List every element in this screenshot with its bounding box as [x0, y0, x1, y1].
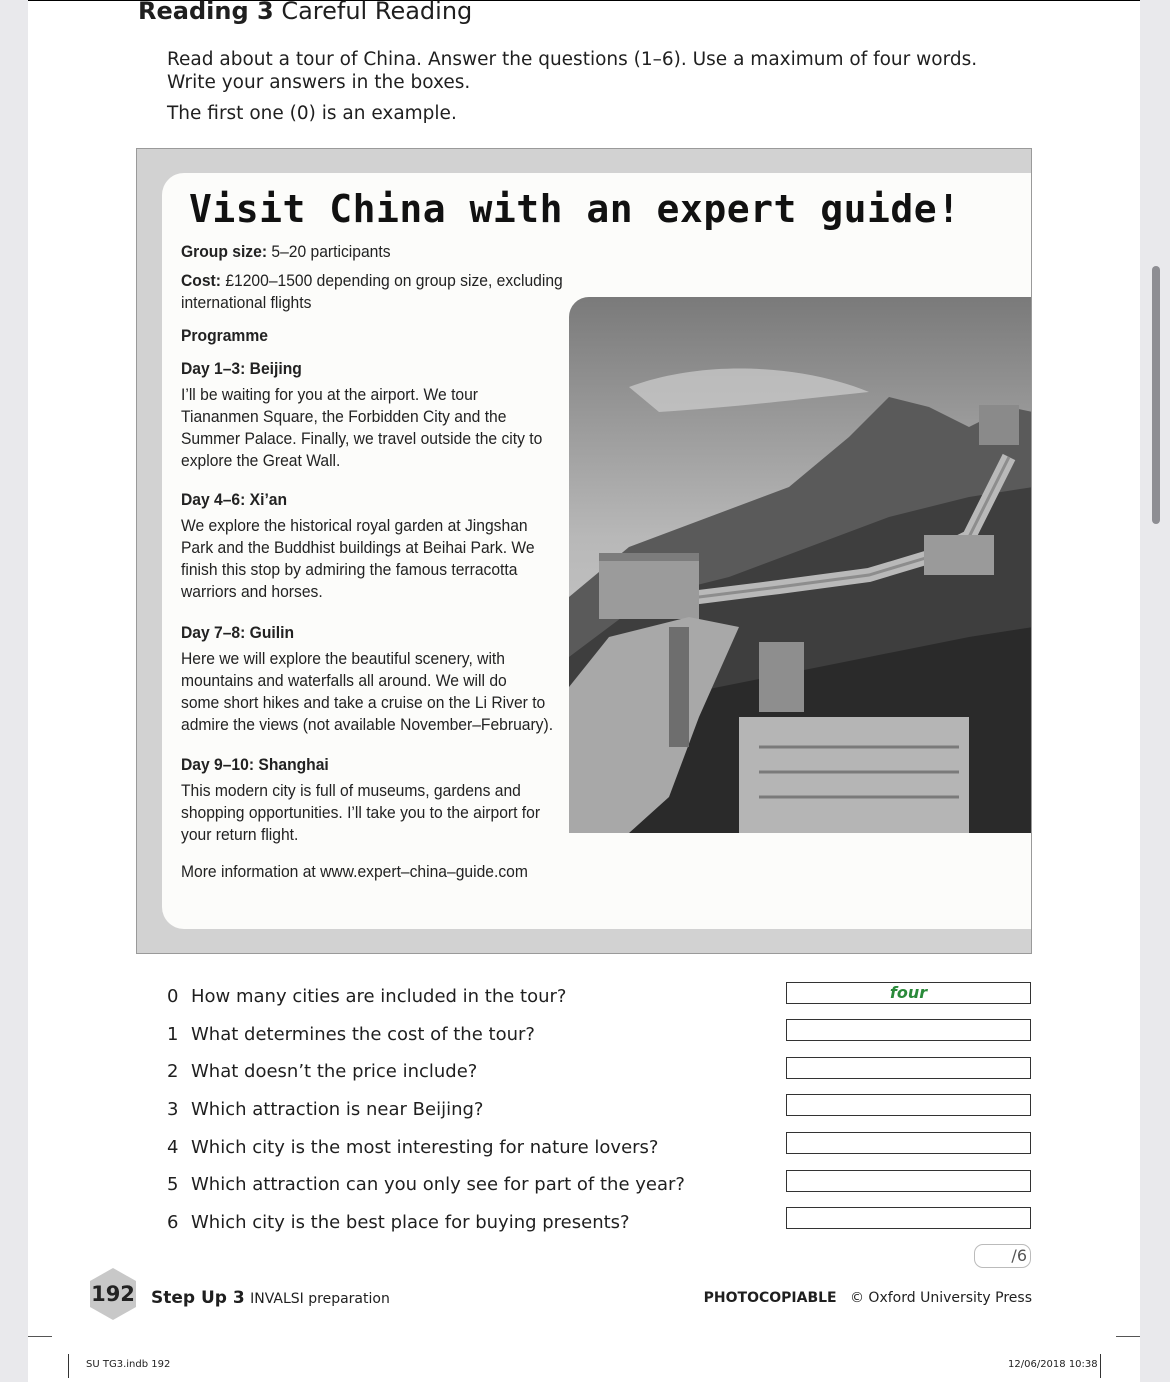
answer-box-3[interactable]	[786, 1094, 1031, 1116]
day-block-beijing: Day 1–3: Beijing I’ll be waiting for you at the airport. We tour Tiananmen Square, the Forbidden City and the Summer Palace. Finally, we travel outside the city to explore the Great Wall.	[181, 359, 543, 470]
advert-panel	[162, 173, 1032, 929]
document-page	[28, 0, 1140, 1382]
answer-box-4[interactable]	[786, 1132, 1031, 1154]
great-wall-photo	[569, 297, 1032, 833]
answer-box-5[interactable]	[786, 1170, 1031, 1192]
cost: Cost: £1200–1500 depending on group size, excluding international flights	[181, 271, 563, 312]
more-info: More information at www.expert–china–guide.com	[181, 862, 528, 881]
slug-file: SU TG3.indb 192	[86, 1359, 171, 1370]
section-heading	[138, 0, 472, 25]
advert-frame	[136, 148, 1032, 954]
answer-box-2[interactable]	[786, 1057, 1031, 1079]
trim-mark-left-vertical	[68, 1354, 69, 1378]
slug-date: 12/06/2018 10:38	[1008, 1359, 1098, 1370]
footer-copyright: PHOTOCOPIABLE © Oxford University Press	[703, 1290, 1032, 1306]
question-5: 5 Which attraction can you only see for part of the year?	[167, 1174, 685, 1195]
heading-rest: Careful Reading	[281, 0, 473, 25]
question-4: 4 Which city is the most interesting for nature lovers?	[167, 1137, 659, 1158]
page-number: 192	[91, 1282, 135, 1306]
question-3: 3 Which attraction is near Beijing?	[167, 1099, 484, 1120]
day-block-guilin: Day 7–8: Guilin Here we will explore the beautiful scenery, with mountains and waterfalls all around. We will do some short hikes and take a cruise on the Li River to admire the views (not available November–February).	[181, 623, 554, 734]
trim-mark-left	[28, 1336, 52, 1337]
question-6: 6 Which city is the best place for buying presents?	[167, 1212, 630, 1233]
trim-mark-right-vertical	[1100, 1354, 1101, 1378]
answer-box-1[interactable]	[786, 1019, 1031, 1041]
question-2: 2 What doesn’t the price include?	[167, 1061, 478, 1082]
question-0: 0 How many cities are included in the tour?	[167, 986, 567, 1007]
programme-heading: Programme	[181, 326, 268, 345]
trim-mark-right	[1116, 1336, 1140, 1337]
great-wall-illustration	[569, 297, 1032, 833]
instruction-line-2: Write your answers in the boxes.	[167, 72, 471, 93]
instruction-line-1: Read about a tour of China. Answer the questions (1–6). Use a maximum of four words.	[167, 49, 978, 70]
group-size: Group size: 5–20 participants	[181, 242, 391, 261]
score-box: /6	[974, 1244, 1031, 1268]
footer-book-title: Step Up 3 INVALSI preparation	[151, 1288, 390, 1308]
day-block-xian: Day 4–6: Xi’an We explore the historical royal garden at Jingshan Park and the Buddhist buildings at Beihai Park. We finish this stop by admiring the famous terracotta warriors and horses.	[181, 490, 535, 601]
answer-box-6[interactable]	[786, 1207, 1031, 1229]
scrollbar-thumb[interactable]	[1152, 266, 1160, 524]
question-1: 1 What determines the cost of the tour?	[167, 1024, 535, 1045]
answer-box-0[interactable]: four	[786, 982, 1031, 1004]
heading-bold: Reading 3	[138, 0, 274, 25]
advert-title: Visit China with an expert guide!	[189, 187, 961, 231]
day-block-shanghai: Day 9–10: Shanghai This modern city is full of museums, gardens and shopping opportunities. I’ll take you to the airport for your return flight.	[181, 755, 541, 844]
instruction-line-3: The first one (0) is an example.	[167, 103, 457, 124]
